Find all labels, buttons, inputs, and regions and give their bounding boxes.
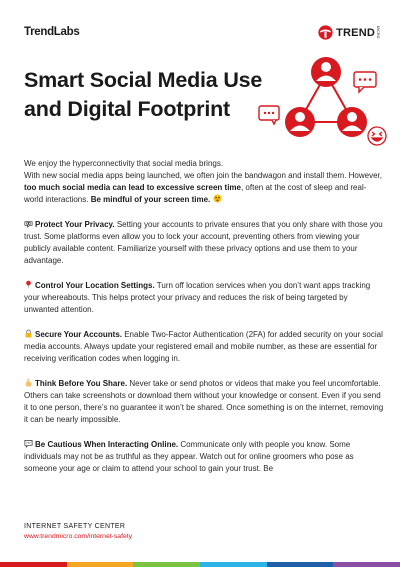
pin-icon xyxy=(24,280,33,289)
lock-icon xyxy=(24,329,33,338)
tip-protect-privacy: Protect Your Privacy. Setting your accounts to private ensures that you only share with those you trust. Some platforms even allow you to lock your account, preventing others from viewing your publicly available content. Familiarize yourself with these privacy options and use them to your advantage. xyxy=(24,220,383,265)
chat-bubble-icon xyxy=(354,72,376,92)
tip-cautious-online: Be Cautious When Interacting Online. Communicate only with people you know. Some individuals may not be as truthful as they appear. Watch out for online groomers who pose as someone your age or claim to attend your school to gain your trust. Be xyxy=(24,440,354,473)
stripe-segment xyxy=(333,562,400,567)
user-avatar-icon xyxy=(311,57,341,87)
user-avatar-icon xyxy=(285,107,315,137)
footer-url-link[interactable]: www.trendmicro.com/internet-safety xyxy=(24,533,133,540)
footer xyxy=(24,523,132,540)
eye-speech-icon xyxy=(24,219,33,228)
speech-bubble-icon xyxy=(24,439,33,448)
stripe-segment xyxy=(67,562,134,567)
header xyxy=(24,26,380,46)
dizzy-face-icon xyxy=(213,194,222,203)
trendlabs-logo: TrendLabs xyxy=(24,26,80,38)
laughing-face-icon xyxy=(368,127,386,145)
footer-org: INTERNET SAFETY CENTER xyxy=(24,523,126,530)
social-network-illustration xyxy=(256,52,396,152)
stripe-segment xyxy=(0,562,67,567)
page-title: Smart Social Media Use and Digital Footprint xyxy=(24,68,263,121)
stripe-segment xyxy=(200,562,267,567)
tip-location-settings: Control Your Location Settings. Turn off location services when you don’t want apps tracking your whereabouts. This helps protect your privacy and reduces the risk of being targeted by unwanted attention. xyxy=(24,281,371,314)
chat-bubble-icon xyxy=(259,106,279,124)
stripe-segment xyxy=(267,562,334,567)
tip-think-before-share: Think Before You Share. Never take or send photos or videos that make you feel uncomfortable. Others can take screenshots or download them without your knowledge or consent. Even if you send it to one person, there’s no guarantee it won’t be shared. Once something is on the internet, removing it can be nearly impossible. xyxy=(24,379,384,424)
stripe-segment xyxy=(133,562,200,567)
article-body xyxy=(24,158,384,475)
trend-micro-logo: TREND MICRO xyxy=(318,25,380,40)
user-avatar-icon xyxy=(337,107,367,137)
tip-secure-accounts: Secure Your Accounts. Enable Two-Factor Authentication (2FA) for added security on your social media accounts. Always update your registered email and mobile number, as these are essential for receiving verification codes when logging in. xyxy=(24,330,383,363)
hand-pointing-icon xyxy=(24,378,33,387)
trend-ball-icon xyxy=(318,25,333,40)
intro-paragraph: We enjoy the hyperconnectivity that social media brings. With new social media apps being launched, we often join the bandwagon and install them. However, too much social media can lead to excessive screen time, often at the cost of sleep and real-world interactions. Be mindful of your screen time. xyxy=(24,159,382,204)
color-stripe xyxy=(0,562,400,567)
